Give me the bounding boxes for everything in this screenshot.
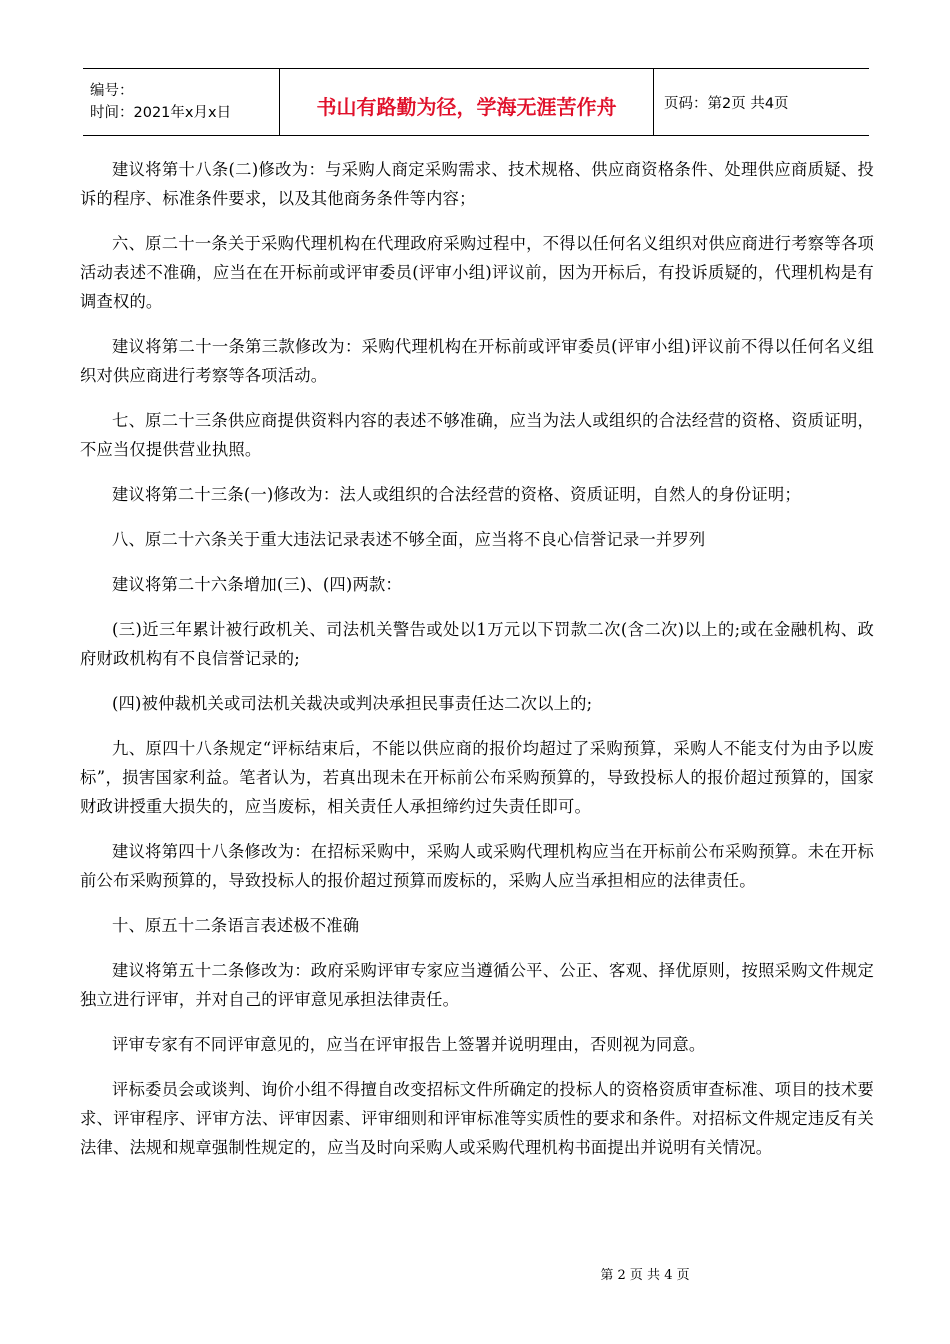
header-page-number (654, 69, 869, 135)
paragraph: 七、原二十三条供应商提供资料内容的表述不够准确，应当为法人或组织的合法经营的资格、资质证明，不应当仅提供营业执照。 (80, 411, 874, 459)
header-motto (280, 69, 654, 135)
paragraph: 建议将第五十二条修改为：政府采购评审专家应当遵循公平、公正、客观、择优原则，按照采购文件规定独立进行评审，并对自己的评审意见承担法律责任。 (80, 961, 874, 1009)
paragraph: 建议将第十八条(二)修改为：与采购人商定采购需求、技术规格、供应商资格条件、处理供应商质疑、投诉的程序、标准条件要求，以及其他商务条件等内容； (80, 160, 874, 208)
paragraph: (四)被仲裁机关或司法机关裁决或判决承担民事责任达二次以上的; (112, 694, 593, 713)
paragraph: 建议将第四十八条修改为：在招标采购中，采购人或采购代理机构应当在开标前公布采购预算。未在开标前公布采购预算的，导致投标人的报价超过预算而废标的，采购人应当承担相应的法律责任。 (80, 842, 874, 890)
paragraph: 八、原二十六条关于重大违法记录表述不够全面，应当将不良心信誉记录一并罗列 (112, 530, 706, 549)
document-date: 时间：2021年x月x日 (90, 105, 232, 121)
paragraph: 建议将第二十六条增加(三)、(四)两款： (112, 575, 402, 594)
page-number-text: 页码：第2页 共4页 (664, 95, 789, 112)
header-meta (83, 69, 280, 135)
paragraph: 评审专家有不同评审意见的，应当在评审报告上签署并说明理由，否则视为同意。 (112, 1035, 706, 1054)
footer-page-number: 第 2 页 共 4 页 (600, 1268, 690, 1283)
document-body (80, 155, 874, 1178)
paragraph: 六、原二十一条关于采购代理机构在代理政府采购过程中，不得以任何名义组织对供应商进行考察等各项活动表述不准确，应当在在开标前或评审委员(评审小组)评议前，因为开标后，有投诉质疑的，代理机构是有调查权的。 (80, 234, 874, 311)
document-number: 编号： (90, 83, 134, 99)
paragraph: 十、原五十二条语言表述极不准确 (112, 916, 360, 935)
motto-text: 书山有路勤为径，学海无涯苦作舟 (316, 94, 617, 119)
paragraph: 评标委员会或谈判、询价小组不得擅自改变招标文件所确定的投标人的资格资质审查标准、项目的技术要求、评审程序、评审方法、评审因素、评审细则和评审标准等实质性的要求和条件。对招标文件规定违反有关法律、法规和规章强制性规定的，应当及时向采购人或采购代理机构书面提出并说明有关情况。 (80, 1080, 874, 1157)
paragraph: 建议将第二十一条第三款修改为：采购代理机构在开标前或评审委员(评审小组)评议前不得以任何名义组织对供应商进行考察等各项活动。 (80, 337, 874, 385)
paragraph: 九、原四十八条规定“评标结束后，不能以供应商的报价均超过了采购预算，采购人不能支付为由予以废标”，损害国家利益。笔者认为，若真出现未在开标前公布采购预算的，导致投标人的报价超过预算的，国家财政讲授重大损失的，应当废标，相关责任人承担缔约过失责任即可。 (80, 739, 874, 816)
page-header (83, 68, 869, 136)
paragraph: (三)近三年累计被行政机关、司法机关警告或处以1万元以下罚款二次(含二次)以上的;或在金融机构、政府财政机构有不良信誉记录的; (80, 620, 874, 668)
page-footer (0, 1264, 950, 1283)
paragraph: 建议将第二十三条(一)修改为：法人或组织的合法经营的资格、资质证明，自然人的身份证明； (112, 485, 801, 504)
